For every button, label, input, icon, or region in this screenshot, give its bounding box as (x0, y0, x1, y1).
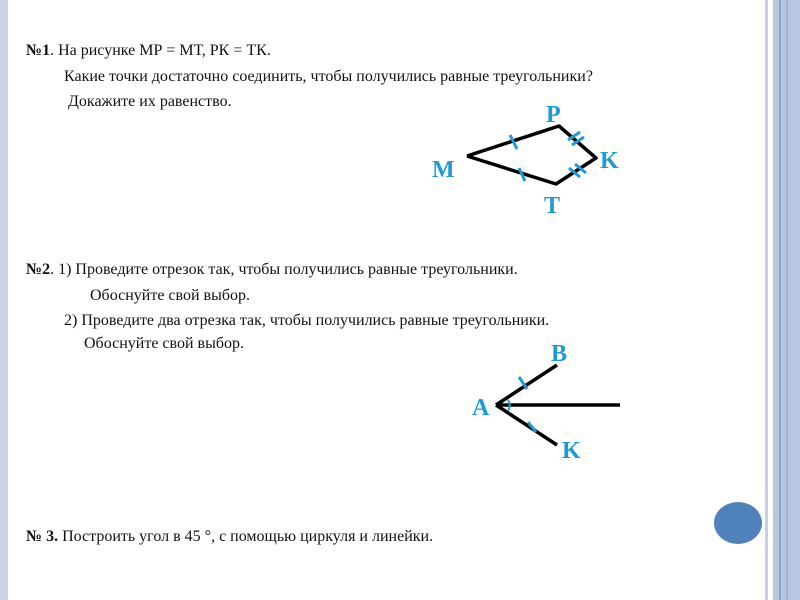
decorative-circle (714, 502, 762, 544)
label-b: B (551, 341, 568, 367)
task2-line4: Обоснуйте свой выбор. (84, 335, 244, 352)
label-t: T (544, 193, 561, 219)
label-m: M (432, 157, 455, 183)
task2-line3: 2) Проведите два отрезка так, чтобы получились равные треугольники. (64, 312, 550, 329)
label-k2: K (562, 438, 581, 464)
task1-line2: Какие точки достаточно соединить, чтобы получились равные треугольники? (64, 68, 593, 85)
angle-figure (472, 341, 620, 464)
task3-line: № 3. Построить угол в 45 °, с помощью циркуля и линейки. (26, 528, 434, 545)
task1-line3: Докажите их равенство. (68, 93, 232, 110)
quadrilateral-figure (432, 102, 619, 219)
label-k: K (600, 148, 619, 174)
label-p: P (546, 102, 561, 128)
task2-line2: Обоснуйте свой выбор. (90, 287, 250, 304)
task2-line1: №2. 1) Проведите отрезок так, чтобы получились равные треугольники. (26, 261, 518, 278)
task1-line1: №1. На рисунке МР = МТ, РК = ТК. (26, 42, 271, 59)
label-a: A (472, 395, 490, 421)
